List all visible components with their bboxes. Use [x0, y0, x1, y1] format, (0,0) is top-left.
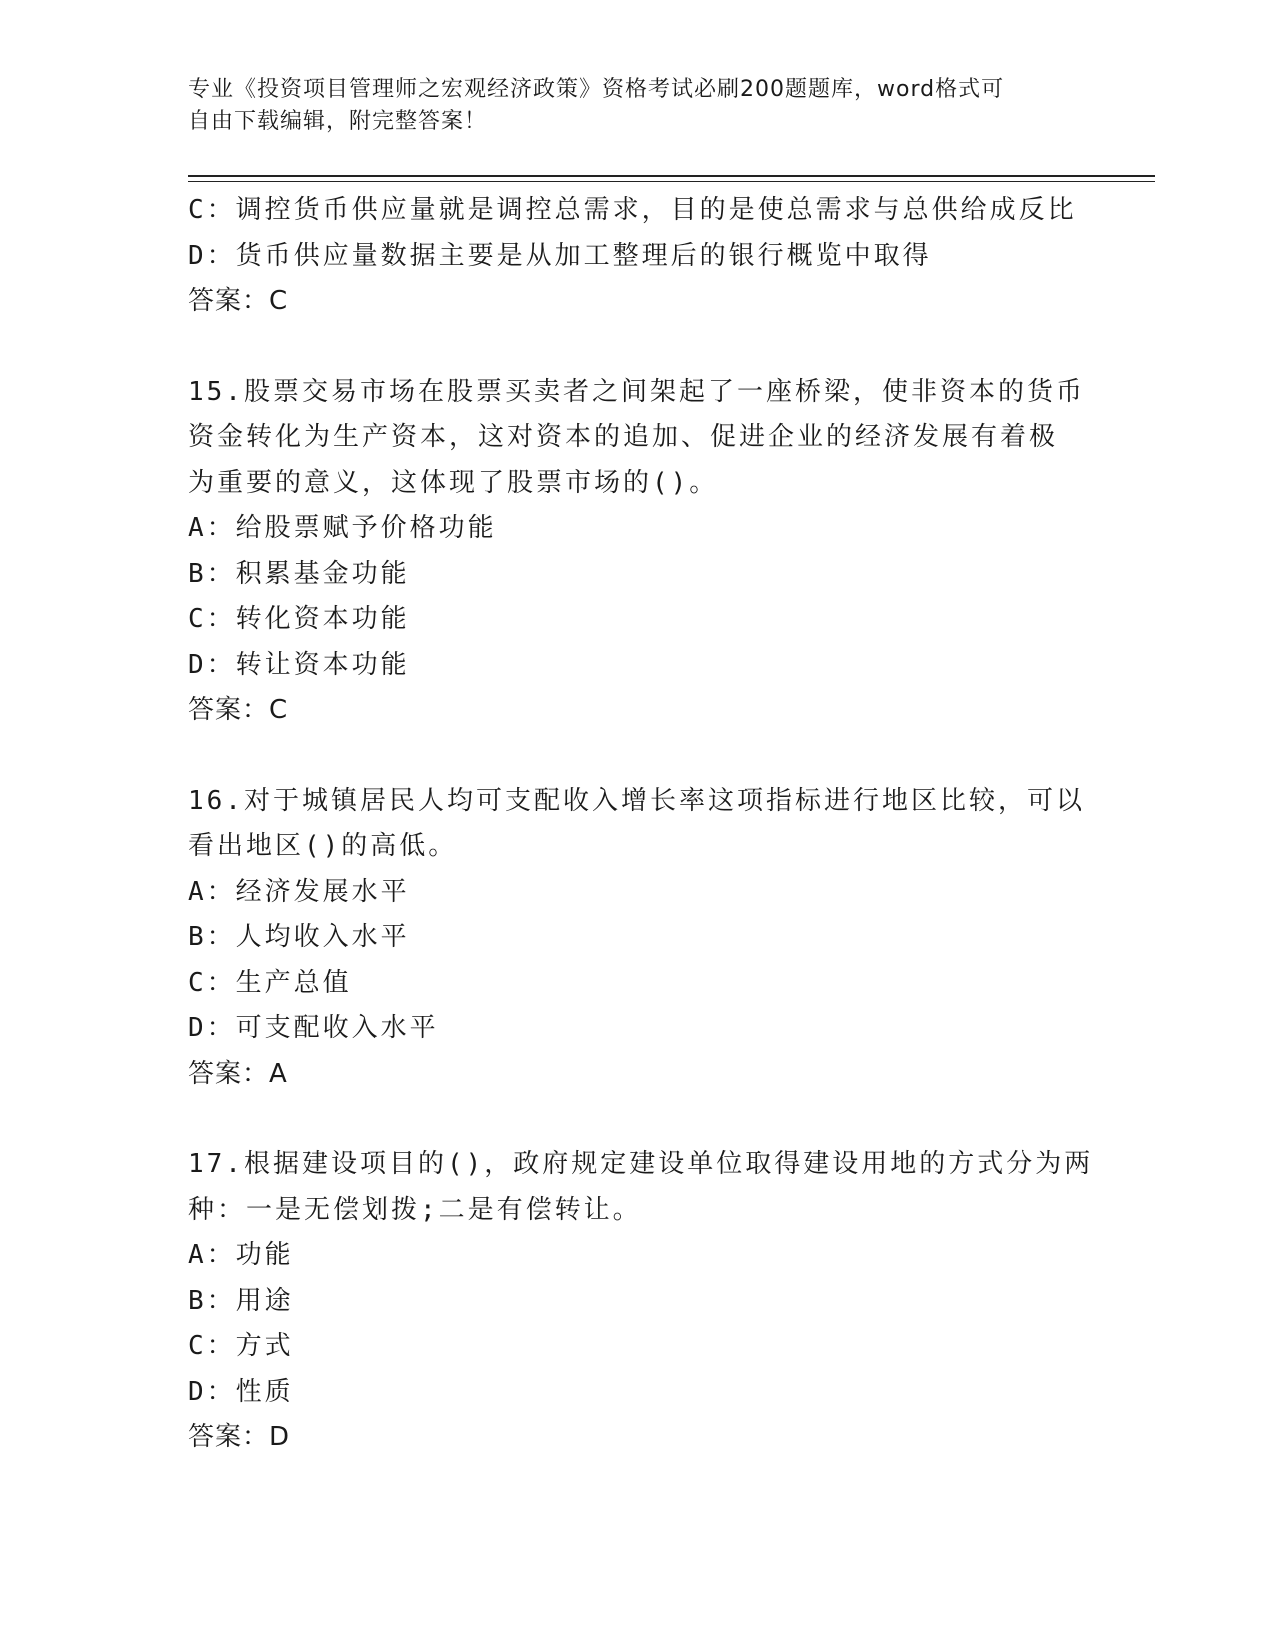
- question-list: [188, 188, 1094, 1461]
- question-stem-line: 15.股票交易市场在股票买卖者之间架起了一座桥梁，使非资本的货币: [188, 376, 1085, 407]
- question-stem-line: 看出地区()的高低。: [188, 831, 458, 861]
- document-header: [188, 74, 1088, 138]
- question-stem-line: 为重要的意义，这体现了股票市场的()。: [188, 467, 719, 498]
- option-b: B：用途: [188, 1285, 294, 1316]
- question-15: [188, 370, 1088, 734]
- question-stem-line: 种：一是无偿划拨;二是有偿转让。: [188, 1194, 642, 1225]
- question-stem-line: 16.对于城镇居民人均可支配收入增长率这项指标进行地区比较，可以: [188, 785, 1085, 816]
- answer-line: 答案：C: [188, 286, 289, 316]
- answer-line: 答案：C: [188, 695, 289, 725]
- option-c: C：转化资本功能: [188, 604, 410, 634]
- prev-question-tail: [188, 188, 1088, 325]
- option-c: C：调控货币供应量就是调控总需求，目的是使总需求与总供给成反比: [188, 195, 1077, 225]
- header-line-1: 专业《投资项目管理师之宏观经济政策》资格考试必刷200题题库，word格式可: [188, 77, 1005, 102]
- question-stem-line: 17.根据建设项目的()，政府规定建设单位取得建设用地的方式分为两: [188, 1149, 1094, 1179]
- header-divider-thin: [188, 181, 1155, 182]
- option-d: D：可支配收入水平: [188, 1013, 439, 1043]
- option-a: A：经济发展水平: [188, 876, 410, 907]
- option-b: B：人均收入水平: [188, 922, 410, 952]
- option-a: A：给股票赋予价格功能: [188, 513, 497, 543]
- option-c: C：方式: [188, 1331, 294, 1361]
- question-stem-line: 资金转化为生产资本，这对资本的追加、促进企业的经济发展有着极: [188, 422, 1059, 452]
- option-a: A：功能: [188, 1240, 294, 1270]
- option-d: D：货币供应量数据主要是从加工整理后的银行概览中取得: [188, 240, 932, 271]
- header-line-2: 自由下载编辑，附完整答案！: [188, 109, 488, 134]
- answer-line: 答案：D: [188, 1422, 291, 1452]
- option-d: D：性质: [188, 1376, 294, 1407]
- question-17: [188, 1142, 1094, 1461]
- question-16: [188, 779, 1088, 1098]
- answer-line: 答案：A: [188, 1058, 288, 1089]
- option-d: D：转让资本功能: [188, 649, 410, 680]
- option-b: B：积累基金功能: [188, 558, 410, 589]
- option-c: C：生产总值: [188, 967, 352, 998]
- header-divider-thick: [188, 175, 1155, 177]
